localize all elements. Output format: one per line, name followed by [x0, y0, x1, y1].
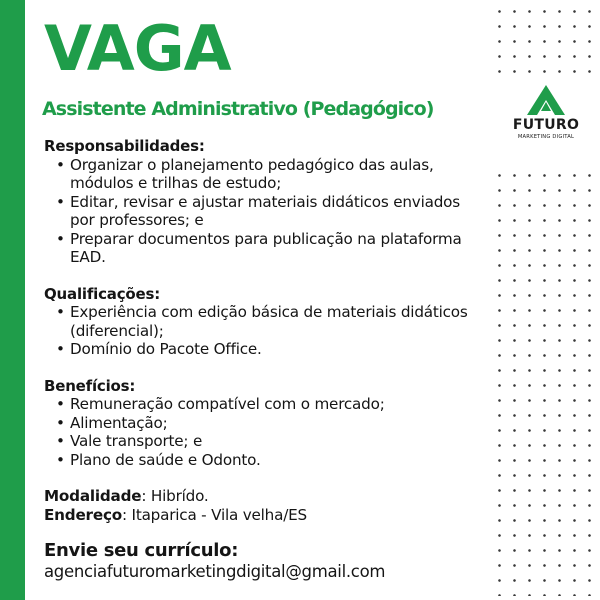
- modality-label: Modalidade: [44, 487, 142, 505]
- list-item: • Alimentação;: [44, 414, 484, 433]
- list-item: • Editar, revisar e ajustar materiais didáticos enviados por professores; e: [44, 193, 484, 230]
- logo-name: FUTURO: [512, 117, 580, 133]
- responsibilities-section: [44, 137, 484, 267]
- job-content: [44, 137, 484, 525]
- address-field: [44, 506, 484, 525]
- left-accent-bar: [0, 0, 25, 600]
- job-subtitle: Assistente Administrativo (Pedagógico): [42, 98, 434, 120]
- benefits-list: [44, 395, 484, 469]
- logo-mountain-icon: [526, 84, 566, 116]
- dot-pattern-top: [492, 4, 592, 80]
- list-item: • Vale transporte; e: [44, 432, 484, 451]
- cta-title: Envie seu currículo:: [44, 540, 239, 561]
- list-item: • Preparar documentos para publicação na plataforma EAD.: [44, 230, 484, 267]
- address-label: Endereço: [44, 506, 122, 524]
- dot-pattern-bottom: [492, 168, 592, 596]
- list-item: • Experiência com edição básica de materiais didáticos (diferencial);: [44, 303, 484, 340]
- benefits-section: [44, 377, 484, 470]
- page-title: VAGA: [44, 12, 231, 85]
- list-item: • Domínio do Pacote Office.: [44, 340, 484, 359]
- section-title: Qualificações:: [44, 284, 161, 303]
- address-value: : Itaparica - Vila velha/ES: [122, 506, 307, 524]
- qualifications-list: [44, 303, 484, 359]
- qualifications-section: [44, 285, 484, 359]
- list-item: • Plano de saúde e Odonto.: [44, 451, 484, 470]
- list-item: • Organizar o planejamento pedagógico das aulas, módulos e trilhas de estudo;: [44, 156, 484, 193]
- modality-value: : Hibrído.: [141, 487, 209, 505]
- section-title: Benefícios:: [44, 376, 136, 395]
- logo-tagline: MARKETING DIGITAL: [517, 134, 575, 140]
- modality-field: [44, 487, 484, 506]
- section-title: Responsabilidades:: [44, 137, 205, 155]
- responsibilities-list: [44, 156, 484, 267]
- list-item: • Remuneração compatível com o mercado;: [44, 395, 484, 414]
- contact-email: agenciafuturomarketingdigital@gmail.com: [44, 562, 386, 581]
- futuro-logo: [510, 84, 582, 140]
